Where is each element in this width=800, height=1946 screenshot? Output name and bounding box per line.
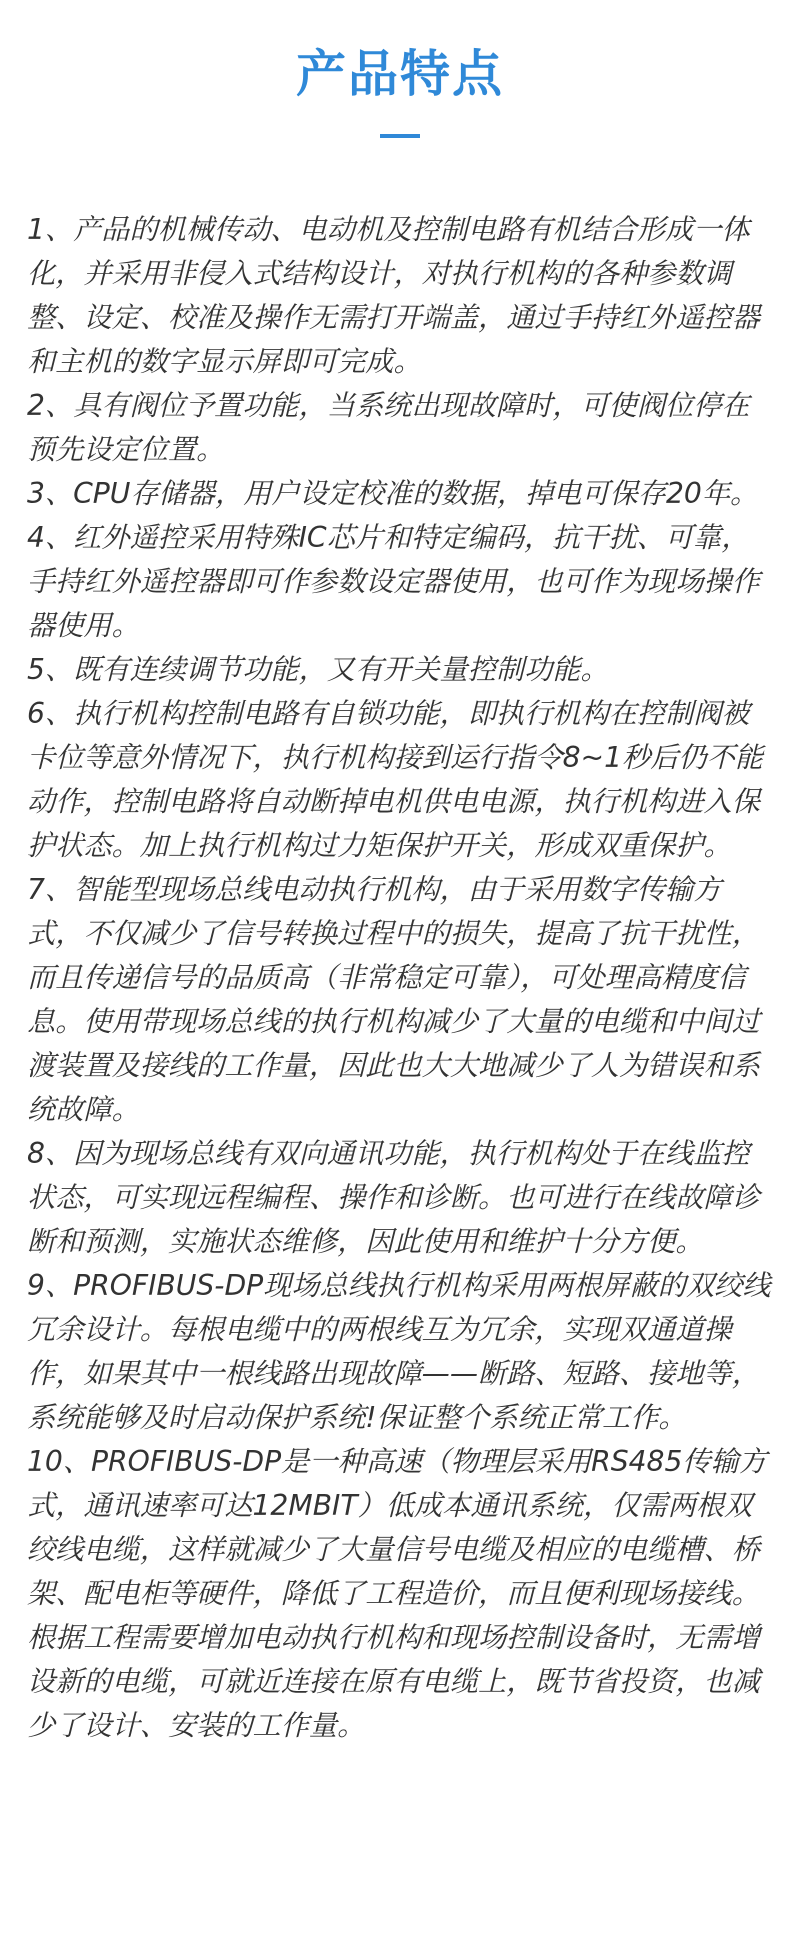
feature-paragraph: 9、PROFIBUS-DP现场总线执行机构采用两根屏蔽的双绞线冗余设计。每根电缆中的两根线互为冗余，实现双通道操作，如果其中一根线路出现故障——断路、短路、接地等，系统能够及时启动保护系统!保证整个系统正常工作。 (27, 1269, 771, 1434)
feature-paragraph: 3、CPU存储器，用户设定校准的数据，掉电可保存20年。 (27, 477, 759, 510)
feature-paragraph: 1、产品的机械传动、电动机及控制电路有机结合形成一体化，并采用非侵入式结构设计，对执行机构的各种参数调整、设定、校准及操作无需打开端盖，通过手持红外遥控器和主机的数字显示屏即可完成。 (27, 213, 760, 378)
title-underline (380, 134, 420, 138)
feature-paragraph: 10、PROFIBUS-DP是一种高速（物理层采用RS485传输方式，通讯速率可达12MBIT）低成本通讯系统，仅需两根双绞线电缆，这样就减少了大量信号电缆及相应的电缆槽、桥架、配电柜等硬件，降低了工程造价，而且便利现场接线。根据工程需要增加电动执行机构和现场控制设备时，无需增设新的电缆，可就近连接在原有电缆上，既节省投资，也减少了设计、安装的工作量。 (27, 1445, 767, 1742)
page-title: 产品特点 (296, 45, 504, 103)
feature-paragraph: 4、红外遥控采用特殊IC芯片和特定编码，抗干扰、可靠，手持红外遥控器即可作参数设定器使用，也可作为现场操作器使用。 (27, 521, 760, 642)
feature-paragraph: 8、因为现场总线有双向通讯功能，执行机构处于在线监控状态，可实现远程编程、操作和诊断。也可进行在线故障诊断和预测，实施状态维修，因此使用和维护十分方便。 (27, 1137, 760, 1258)
feature-paragraph: 7、智能型现场总线电动执行机构，由于采用数字传输方式，不仅减少了信号转换过程中的损失，提高了抗干扰性，而且传递信号的品质高（非常稳定可靠），可处理高精度信息。使用带现场总线的执行机构减少了大量的电缆和中间过渡装置及接线的工作量，因此也大大地减少了人为错误和系统故障。 (27, 873, 760, 1126)
feature-paragraph: 5、既有连续调节功能，又有开关量控制功能。 (27, 653, 609, 686)
feature-paragraph: 6、执行机构控制电路有自锁功能，即执行机构在控制阀被卡位等意外情况下，执行机构接到运行指令8~1秒后仍不能动作，控制电路将自动断掉电机供电电源，执行机构进入保护状态。加上执行机构过力矩保护开关，形成双重保护。 (27, 697, 763, 862)
feature-paragraph: 2、具有阀位予置功能，当系统出现故障时，可使阀位停在预先设定位置。 (27, 389, 750, 466)
features-list (27, 208, 773, 1748)
